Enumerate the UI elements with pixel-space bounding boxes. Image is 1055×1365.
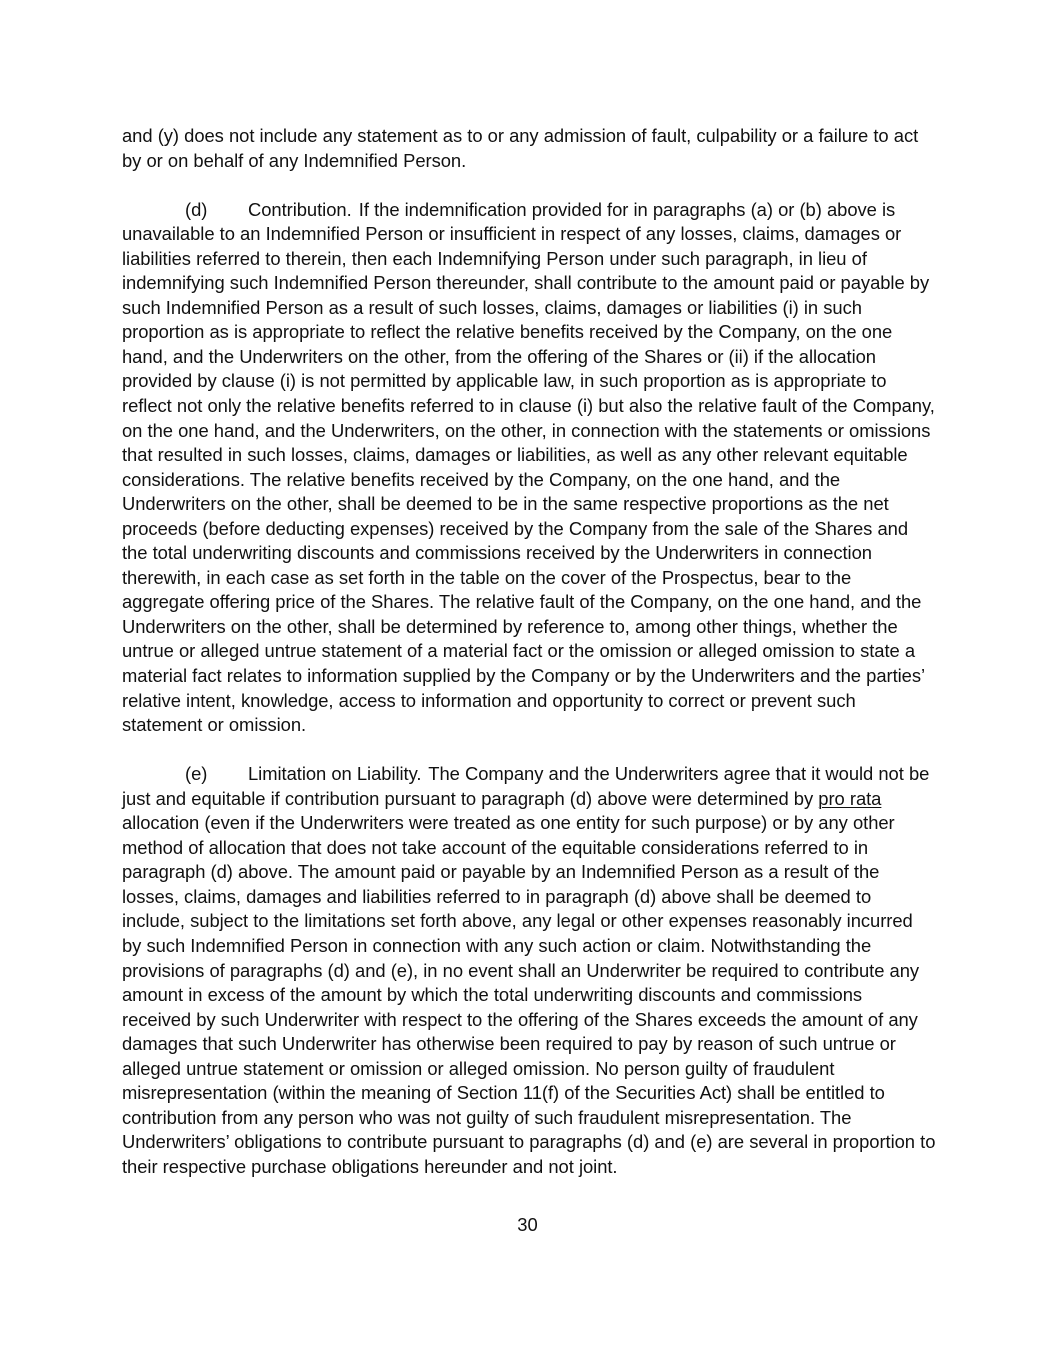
page-number: 30	[517, 1214, 538, 1235]
paragraph-marker-d: (d)	[185, 198, 208, 220]
paragraph-contribution-text: If the indemnification provided for in paragraphs (a) or (b) above is unavailable to an Indemnified Person or insufficient in respect of any losses, claims, damages or liabilities referred to therein, then each Indemnifying Person under such paragraph, in lieu of indemnifying such Indemnified Person thereunder, shall contribute to the amount paid or payable by such Indemnified Person as a result of such losses, claims, damages or liabilities (i) in such proportion as is appropriate to reflect the relative benefits received by the Company, on the one hand, and the Underwriters on the other, from the offering of the Shares or (ii) if the allocation provided by clause (i) is not permitted by applicable law, in such proportion as is appropriate to reflect not only the relative benefits referred to in clause (i) but also the relative fault of the Company, on the one hand, and the Underwriters, on the other, in connection with the statements or omissions that resulted in such losses, claims, damages or liabilities, as well as any other relevant equitable considerations. The relative benefits received by the Company, on the one hand, and the Underwriters on the other, shall be deemed to be in the same respective proportions as the net proceeds (before deducting expenses) received by the Company from the sale of the Shares and the total underwriting discounts and commissions received by the Underwriters in connection therewith, in each case as set forth in the table on the cover of the Prospectus, bear to the aggregate offering price of the Shares. The relative fault of the Company, on the one hand, and the Underwriters on the other, shall be determined by reference to, among other things, whether the untrue or alleged untrue statement of a material fact or the omission or alleged omission to state a material fact relates to information supplied by the Company or by the Underwriters and the parties’ relative intent, knowledge, access to information and opportunity to correct or prevent such statement or omission.	[122, 198, 935, 736]
paragraph-heading-limitation-on-liability: Limitation on Liability.	[248, 763, 422, 785]
paragraph-continuation	[122, 124, 936, 173]
paragraph-limitation-on-liability	[122, 762, 936, 1179]
paragraph-contribution	[122, 198, 936, 738]
paragraph-marker-e: (e)	[185, 763, 208, 785]
document-body	[122, 124, 936, 1179]
underlined-term-pro-rata: pro rata	[818, 787, 882, 809]
paragraph-continuation-text: and (y) does not include any statement as to or any admission of fault, culpability or a failure to act by or on behalf of any Indemnified Person.	[122, 125, 919, 171]
paragraph-limitation-text-after: allocation (even if the Underwriters were treated as one entity for such purpose) or by any other method of allocation that does not take account of the equitable considerations referred to in paragraph (d) above. The amount paid or payable by an Indemnified Person as a result of the losses, claims, damages and liabilities referred to in paragraph (d) above shall be deemed to include, subject to the limitations set forth above, any legal or other expenses reasonably incurred by such Indemnified Person in connection with any such action or claim. Notwithstanding the provisions of paragraphs (d) and (e), in no event shall an Underwriter be required to contribute any amount in excess of the amount by which the total underwriting discounts and commissions received by such Underwriter with respect to the offering of the Shares exceeds the amount of any damages that such Underwriter has otherwise been required to pay by reason of such untrue or alleged untrue statement or omission or alleged omission. No person guilty of fraudulent misrepresentation (within the meaning of Section 11(f) of the Securities Act) shall be entitled to contribution from any person who was not guilty of such fraudulent misrepresentation. The Underwriters’ obligations to contribute pursuant to paragraphs (d) and (e) are several in proportion to their respective purchase obligations hereunder and not joint.	[122, 812, 936, 1177]
paragraph-heading-contribution: Contribution.	[248, 198, 352, 220]
paragraph-limitation-text-before: The Company and the Underwriters agree that it would not be just and equitable if contribution pursuant to paragraph (d) above were determined by	[122, 763, 930, 809]
